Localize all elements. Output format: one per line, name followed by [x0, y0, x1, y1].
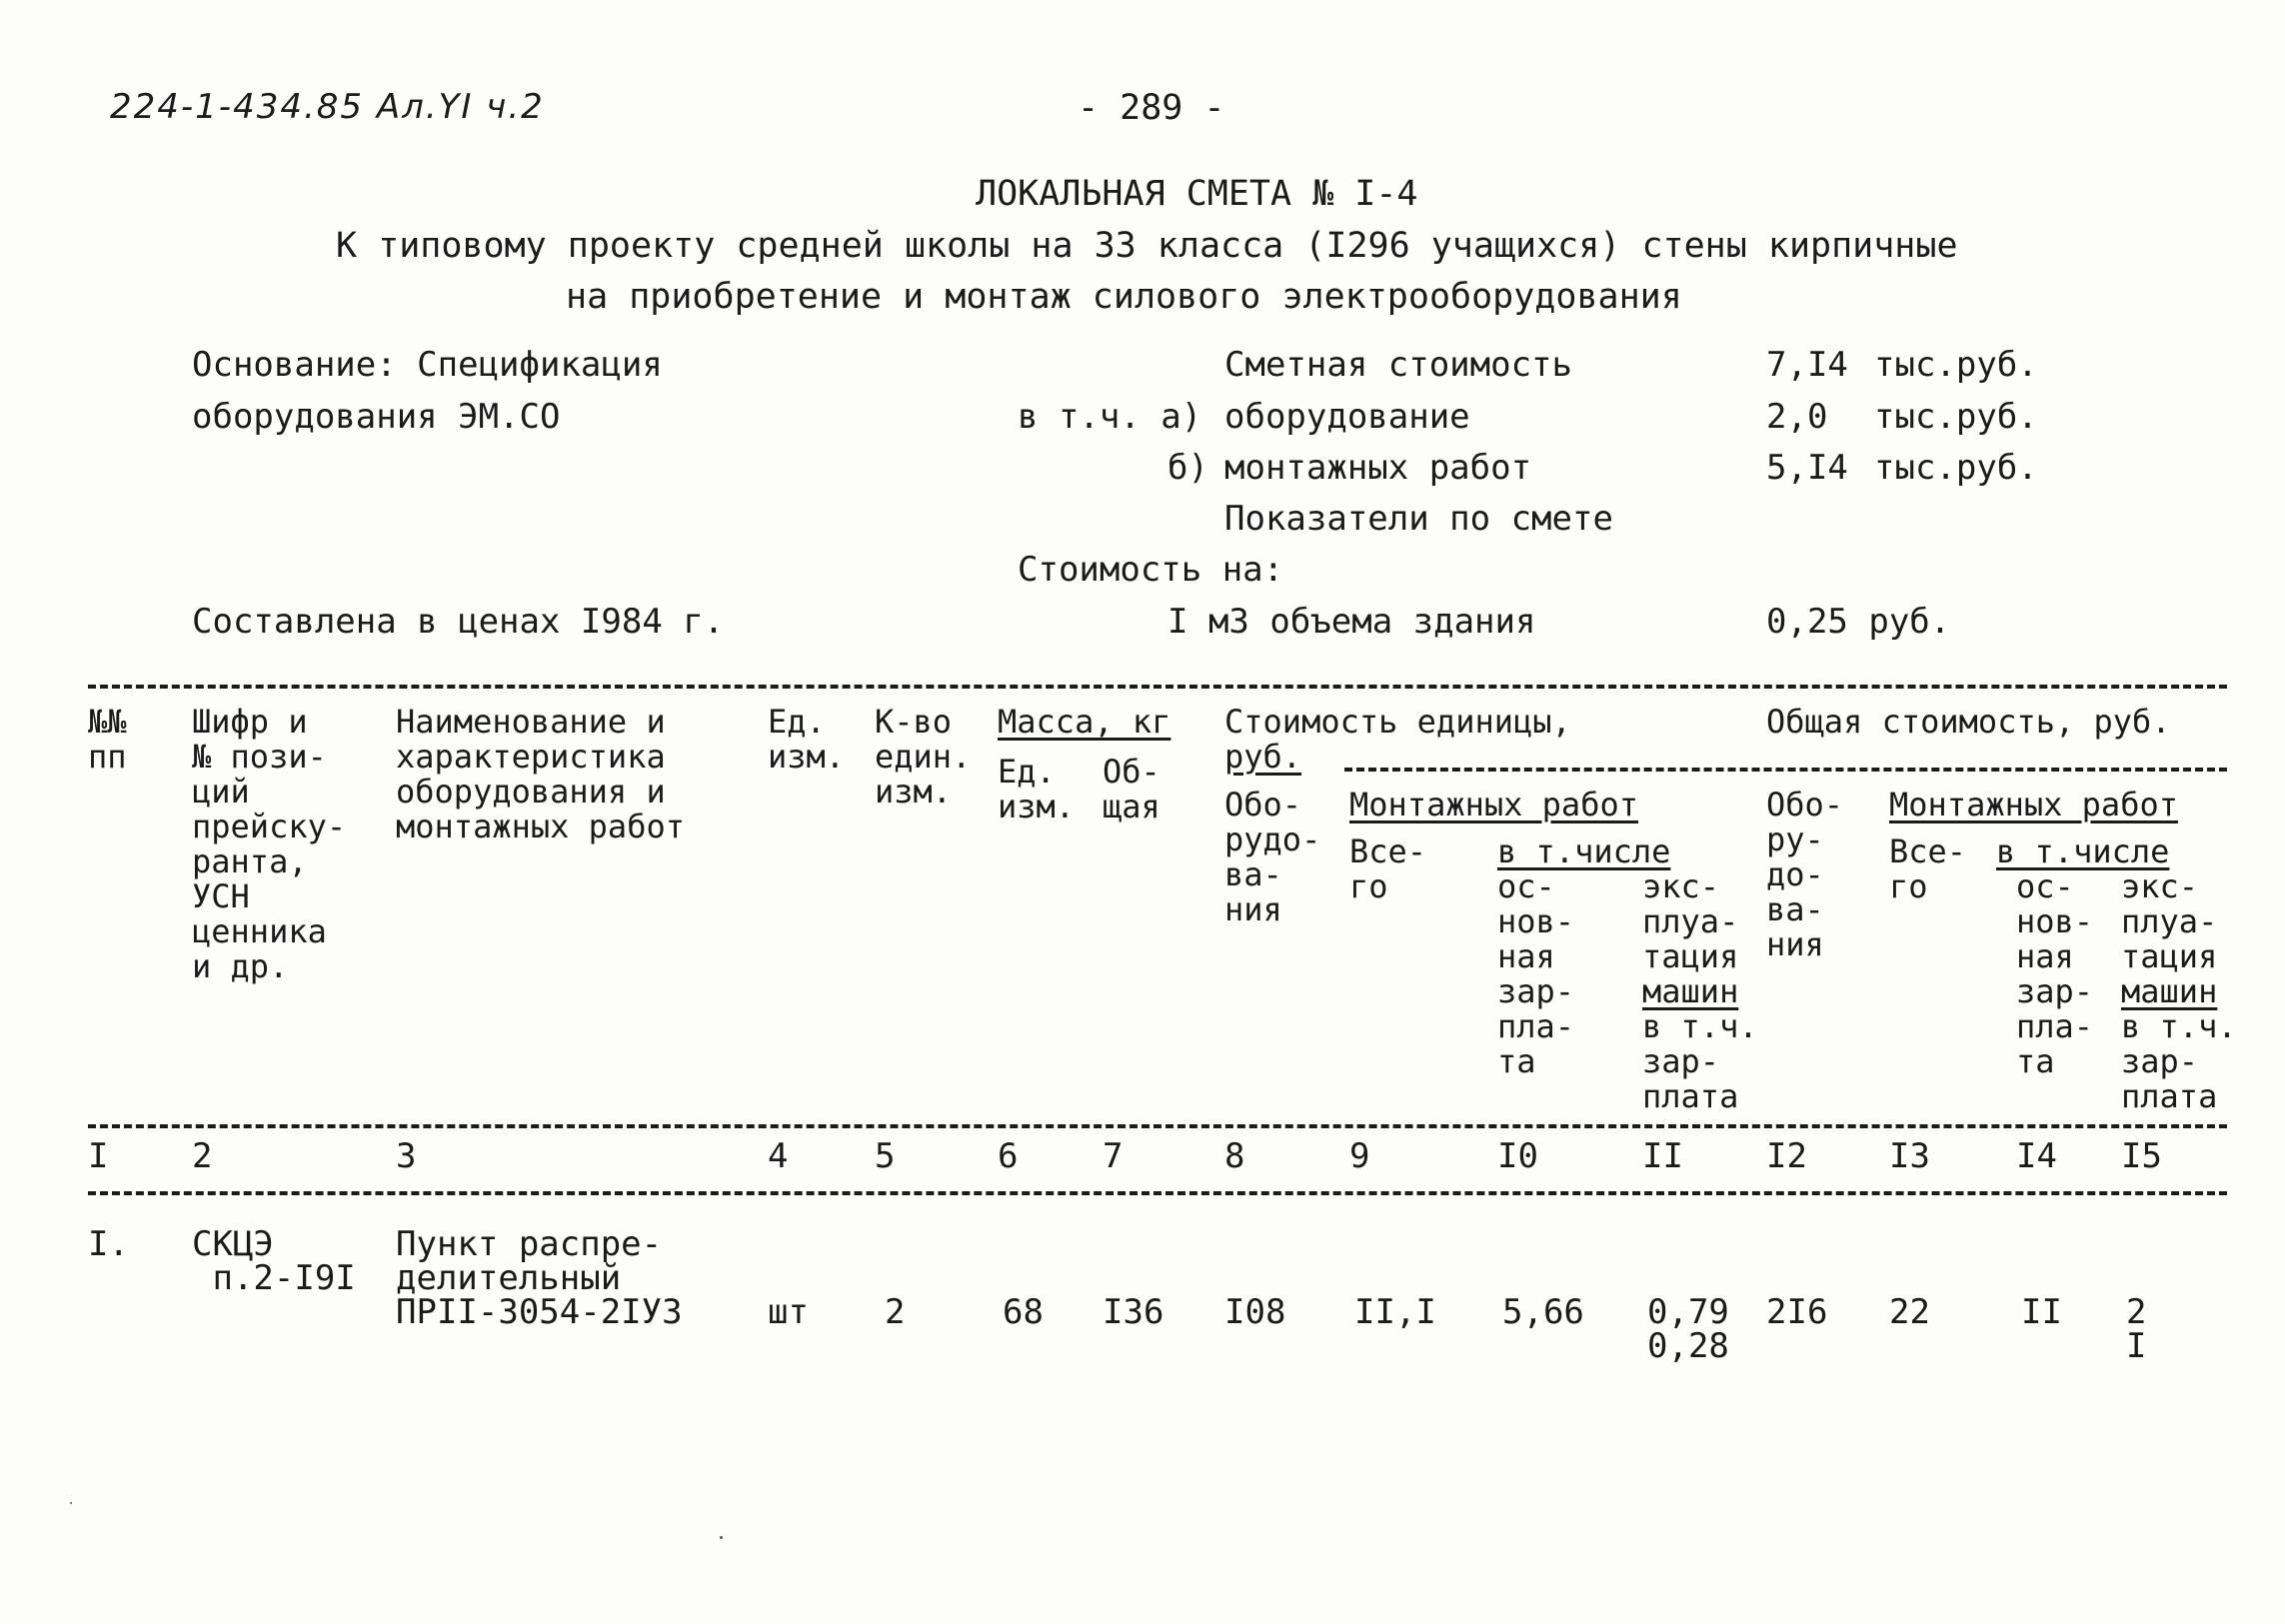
row-total-machines: 2 I [2126, 1292, 2147, 1366]
column-number: 4 [768, 1136, 789, 1176]
column-number: 8 [1224, 1136, 1245, 1176]
column-number: 6 [998, 1136, 1019, 1176]
header-mass-unit: Ед. изм. [998, 753, 1076, 825]
header-mass: Масса, кг [998, 703, 1171, 741]
header-name: Наименование и характеристика оборудования и монтажных работ [396, 703, 685, 845]
header-quantity: К-во един. изм. [875, 703, 972, 811]
document-subtitle-1: К типовому проекту средней школы на 33 класса (I296 учащихся) стены кирпичные [336, 226, 1958, 266]
equipment-value: 2,0 [1766, 397, 1828, 437]
column-number: 5 [875, 1136, 896, 1176]
basis-line-1: Основание: Спецификация [192, 345, 663, 385]
header-including-2: в т.числе [1996, 832, 2170, 870]
unit-cost-rule [1344, 768, 2227, 772]
page-number: - 289 - [1078, 88, 1225, 128]
b-label: б) [1167, 448, 1208, 488]
header-total-mount: Все- го [1889, 832, 1967, 905]
header-bottom-rule [88, 1124, 2227, 1128]
row-unit: шт [768, 1292, 809, 1332]
row-mass-unit: 68 [1003, 1292, 1044, 1332]
estimated-cost-unit: тыс.руб. [1874, 345, 2038, 385]
header-code: Шифр и № пози- ций прейску- ранта, УСН ценника и др. [192, 703, 347, 985]
including-label: в т.ч. а) [1018, 397, 1202, 437]
header-unit-cost-rub: руб. [1224, 738, 1302, 776]
document-reference: 224-1-434.85 Ал.YI ч.2 [110, 87, 545, 127]
row-total-equipment: 2I6 [1766, 1292, 1828, 1332]
mounting-unit: тыс.руб. [1874, 448, 2038, 488]
header-cost-equipment: Обо- рудо- ва- ния [1224, 786, 1321, 928]
column-number: I0 [1497, 1136, 1538, 1176]
header-mounting-works-2: Монтажных работ [1889, 786, 2178, 823]
row-code: СКЦЭ п.2-I9I [192, 1224, 356, 1298]
row-name: Пункт распре- делительный ПРII-3054-2IУ3 [396, 1224, 683, 1332]
row-number: I. [88, 1224, 129, 1264]
header-total-wage: ос- нов- ная зар- пла- та [2016, 867, 2094, 1080]
row-total-mount: 22 [1889, 1292, 1930, 1332]
header-total-equipment: Обо- ру- до- ва- ния [1766, 786, 1844, 963]
column-number: 7 [1103, 1136, 1124, 1176]
row-total-wage: II [2021, 1292, 2062, 1332]
equipment-unit: тыс.руб. [1874, 397, 2038, 437]
header-total-machines-bottom: в т.ч. зар- плата [2121, 1007, 2237, 1115]
mounting-value: 5,I4 [1766, 448, 1848, 488]
header-cost-machines-mach: машин [1642, 972, 1739, 1010]
basis-line-2: оборудования ЭМ.СО [192, 397, 561, 437]
column-numbers-rule [88, 1191, 2227, 1195]
prices-basis: Составлена в ценах I984 г. [192, 602, 725, 642]
column-number: I5 [2121, 1136, 2162, 1176]
header-cost-mount-total: Все- го [1349, 832, 1427, 905]
estimated-cost-value: 7,I4 [1766, 345, 1848, 385]
per-m3-value: 0,25 руб. [1766, 602, 1951, 642]
header-including: в т.числе [1497, 832, 1671, 870]
header-mounting-works: Монтажных работ [1349, 786, 1638, 823]
header-unit-cost: Стоимость единицы, [1224, 703, 1571, 741]
cost-on-label: Стоимость на: [1018, 550, 1284, 590]
header-mass-total: Об- щая [1103, 753, 1160, 825]
scan-speck [70, 1502, 72, 1504]
scan-speck [720, 1536, 723, 1539]
column-number: I [88, 1136, 109, 1176]
document-title: ЛОКАЛЬНАЯ СМЕТА № I-4 [976, 174, 1418, 214]
table-top-rule [88, 685, 2227, 689]
row-mass-total: I36 [1103, 1292, 1164, 1332]
row-cost-wage: 5,66 [1502, 1292, 1584, 1332]
header-cost-machines-bottom: в т.ч. зар- плата [1642, 1007, 1758, 1115]
row-cost-machines: 0,79 0,28 [1647, 1292, 1729, 1366]
row-cost-mount-total: II,I [1354, 1292, 1436, 1332]
column-number: I4 [2016, 1136, 2057, 1176]
column-number: 2 [192, 1136, 213, 1176]
equipment-label: оборудование [1224, 397, 1470, 437]
column-number: II [1642, 1136, 1683, 1176]
column-number: I2 [1766, 1136, 1807, 1176]
header-total-cost: Общая стоимость, руб. [1766, 703, 2171, 741]
header-total-machines-top: экс- плуа- тация [2121, 867, 2218, 975]
row-quantity: 2 [885, 1292, 906, 1332]
mounting-label: монтажных работ [1224, 448, 1532, 488]
header-unit: Ед. изм. [768, 703, 846, 776]
estimated-cost-label: Сметная стоимость [1224, 345, 1572, 385]
column-number: 3 [396, 1136, 417, 1176]
header-row-number: №№ пп [88, 703, 127, 776]
header-total-machines-mach: машин [2121, 972, 2218, 1010]
header-cost-machines-top: экс- плуа- тация [1642, 867, 1739, 975]
column-number: 9 [1349, 1136, 1370, 1176]
row-cost-equipment: I08 [1224, 1292, 1286, 1332]
header-cost-wage: ос- нов- ная зар- пла- та [1497, 867, 1575, 1080]
per-m3-label: I м3 объема здания [1167, 602, 1536, 642]
document-subtitle-2: на приобретение и монтаж силового электрооборудования [566, 277, 1682, 317]
column-number: I3 [1889, 1136, 1930, 1176]
indicators-label: Показатели по смете [1224, 499, 1613, 539]
